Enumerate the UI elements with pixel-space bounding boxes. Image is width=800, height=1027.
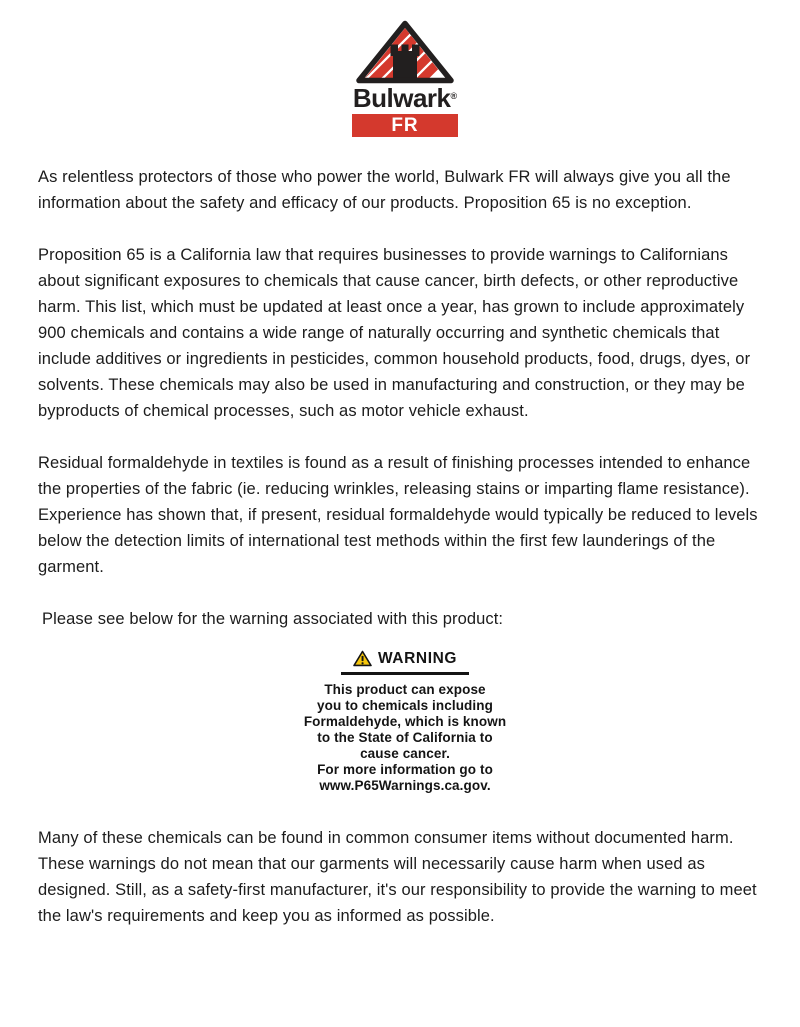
warning-underline [341,672,469,675]
warning-text-line: For more information go to [317,762,493,777]
warning-text-line: you to chemicals including [317,698,493,713]
warning-text-line: to the State of California to [317,730,493,745]
closing-paragraph: Many of these chemicals can be found in common consumer items without documented harm. These warnings do not mean that our garments will necessarily cause harm when used as designed. Still, as a safety-first manufacturer, it's our responsibility to provide the warning to meet the law's requirements and keep you as informed as possible. [38,829,757,925]
warning-url-text: www.P65Warnings.ca.gov. [319,778,491,793]
warning-header [290,649,520,668]
formaldehyde-paragraph: Residual formaldehyde in textiles is found as a result of finishing processes intended to enhance the properties of the fabric (ie. reducing wrinkles, releasing stains or imparting flame resistance). Experience has shown that, if present, residual formaldehyde would typically be reduced to levels below the detection limits of international test methods within the first few launderings of the garment. [38,454,758,576]
prop65-warning-label [290,649,520,794]
registered-trademark-mark: ® [450,91,458,101]
brand-name-text: Bulwark [352,83,451,113]
prop65-explanation-paragraph: Proposition 65 is a California law that requires businesses to provide warnings to Californians about significant exposures to chemicals that cause cancer, birth defects, or other reproductive harm. This list, which must be updated at least once a year, has grown to include approximately 900 chemicals and contains a wide range of naturally occurring and synthetic chemicals that include additives or ingredients in pesticides, common household products, food, drugs, dyes, or solvents. These chemicals may also be used in manufacturing and construction, or they may be byproducts of chemical processes, such as motor vehicle exhaust. [38,246,751,420]
intro-paragraph: As relentless protectors of those who power the world, Bulwark FR will always give you all the information about the safety and efficacy of our products. Proposition 65 is no exception. [38,168,731,212]
bulwark-fr-logo [352,20,458,137]
warning-title: WARNING [377,650,458,667]
warning-text-line: cause cancer. [360,746,450,761]
brand-name [352,85,458,111]
warning-text-line: Formaldehyde, which is known [303,714,507,729]
warning-text-line: This product can expose [324,682,486,697]
warning-lead-in-text: Please see below for the warning associated with this product: [42,610,504,628]
fr-badge [352,114,458,137]
castle-triangle-icon [355,20,455,84]
warning-triangle-icon [353,650,372,667]
fr-badge-text: FR [391,115,419,136]
